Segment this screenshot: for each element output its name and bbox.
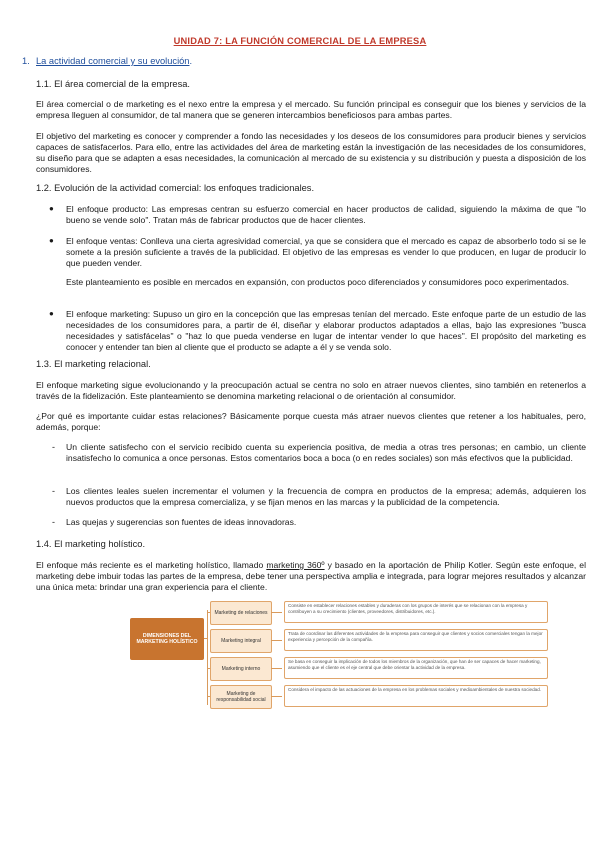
connector	[271, 612, 282, 613]
dimension-interno-desc: Se basa en conseguir la implicación de todos los miembros de la organización, que han de ser capaces de hacer marketing, asumiendo que el cliente es el eje central que debe orientar la actividad de la empresa.	[284, 657, 548, 679]
dash-item-2: Los clientes leales suelen incrementar el volumen y la frecuencia de compra en productos de la empresa; además, adquieren los nuevos productos que la empresa comercializa, y se fijan menos en las marcas y la publicidad de la competencia.	[66, 486, 586, 507]
connector	[271, 640, 282, 641]
connector	[207, 610, 208, 705]
dimension-responsabilidad-desc: Considera el impacto de las actuaciones de la empresa en los problemas sociales y medioambientales de nuestra sociedad.	[284, 685, 548, 707]
bullet-dot: ●	[49, 236, 54, 245]
heading-1-1: 1.1. El área comercial de la empresa.	[36, 79, 190, 89]
dimension-integral: Marketing integral	[210, 629, 272, 653]
paragraph-1-4	[36, 560, 586, 593]
dimension-relaciones: Marketing de relaciones	[210, 601, 272, 625]
bullet-marketing: El enfoque marketing: Supuso un giro en la concepción que las empresas tenían del mercado. Este enfoque parte de un estudio de las necesidades de los consumidores para, a partir de él, diseñar y elaborar productos adaptados a ellas, bajo las expresiones "busca necesidades y satisfácelas" o "haz lo que pueda venderse en lugar de intentar vender lo que haces". El propósito del marketing es conocer y entender tan bien al cliente que el producto se adapte a él y se venda solo.	[66, 309, 586, 352]
paragraph-text: El enfoque más reciente es el marketing holístico, llamado	[36, 560, 267, 570]
section-trail: .	[189, 56, 193, 66]
paragraph-1-1-a: El área comercial o de marketing es el nexo entre la empresa y el mercado. Su función principal es conseguir que los bienes y servicios de la empresa lleguen al consumidor, de tal manera que se generen intercambios beneficiosos para ambas partes.	[36, 99, 586, 120]
bullet-producto: El enfoque producto: Las empresas centran su esfuerzo comercial en hacer productos de calidad, siguiendo la máxima de que "lo bueno se vende solo". Tratan más de fabricar productos que de hacer clientes.	[66, 204, 586, 225]
connector	[271, 668, 282, 669]
dimension-integral-desc: Trata de coordinar las diferentes actividades de la empresa para conseguir que clientes y socios comerciales tengan la mejor experiencia y percepción de la compañía.	[284, 629, 548, 651]
unit-title: UNIDAD 7: LA FUNCIÓN COMERCIAL DE LA EMPRESA	[173, 36, 427, 46]
bullet-ventas-extra: Este planteamiento es posible en mercados en expansión, con productos poco diferenciados y consumidores poco experimentados.	[66, 277, 570, 287]
connector	[207, 612, 210, 613]
marketing-360-link[interactable]: marketing 360º	[266, 560, 325, 570]
connector	[207, 696, 210, 697]
connector	[207, 668, 210, 669]
heading-1-4: 1.4. El marketing holístico.	[36, 539, 146, 549]
paragraph-1-3-a: El enfoque marketing sigue evolucionando y la preocupación actual se centra no solo en atraer nuevos clientes, sino también en retenerlos a través de la fidelización. Este planteamiento se denomina marketing relacional o de orientación al consumidor.	[36, 380, 586, 401]
connector	[271, 696, 282, 697]
holistic-marketing-diagram	[130, 600, 550, 722]
bullet-dot: ●	[49, 309, 54, 318]
dash-mark: -	[52, 486, 55, 496]
dash-mark: -	[52, 517, 55, 527]
heading-1-3: 1.3. El marketing relacional.	[36, 359, 151, 369]
bullet-dot: ●	[49, 204, 54, 213]
diagram-root: DIMENSIONES DEL MARKETING HOLÍSTICO	[130, 618, 204, 660]
paragraph-1-1-b: El objetivo del marketing es conocer y comprender a fondo las necesidades y los deseos de los consumidores para producir bienes y servicios capaces de satisfacerlos. Para ello, entre las actividades del área de marketing están la investigación de las necesidades de los consumidores, su diseño para que se adapten a esas necesidades, la comunicación al mercado de su existencia y su distribución y puesta a disposición de los consumidores.	[36, 131, 586, 174]
dash-item-1: Un cliente satisfecho con el servicio recibido cuenta su experiencia positiva, de media a otras tres personas; en cambio, un cliente insatisfecho lo comunica a once personas. Estos comentarios boca a boca (o en redes sociales) son más efectivos que la publicidad.	[66, 442, 586, 463]
section-label[interactable]: La actividad comercial y su evolución	[36, 56, 190, 66]
paragraph-text: y basado en la aportación de Philip Kotler. Según este enfoque, el marketing debe imbuir todas las partes de la empresa, debe tener una perspectiva amplia e integrada, para lograr mejores resultados y alcanzar una única meta: brindar una gran experiencia para el cliente.	[36, 560, 586, 592]
paragraph-1-3-b: ¿Por qué es importante cuidar estas relaciones? Básicamente porque cuesta más atraer nuevos clientes que retener a los habituales, pero, además, porque:	[36, 411, 586, 432]
heading-1-2: 1.2. Evolución de la actividad comercial: los enfoques tradicionales.	[36, 183, 315, 193]
dimension-responsabilidad: Marketing de responsabilidad social	[210, 685, 272, 709]
section-number: 1.	[22, 56, 30, 66]
dimension-interno: Marketing interno	[210, 657, 272, 681]
section-1-heading[interactable]	[22, 56, 192, 66]
bullet-ventas: El enfoque ventas: Conlleva una cierta agresividad comercial, ya que se considera que el mercado es capaz de absorberlo todo si se le somete a la presión suficiente a través de la publicidad. El objetivo de las empresas es vender lo que producen, en lugar de producir lo que pueden vender.	[66, 236, 586, 268]
dimension-relaciones-desc: Consiste en establecer relaciones estables y duraderas con los grupos de interés que se relacionan con la empresa y contribuyen a su crecimiento (clientes, proveedores, distribuidores, etc.).	[284, 601, 548, 623]
dash-mark: -	[52, 442, 55, 452]
dash-item-3: Las quejas y sugerencias son fuentes de ideas innovadoras.	[66, 517, 297, 527]
